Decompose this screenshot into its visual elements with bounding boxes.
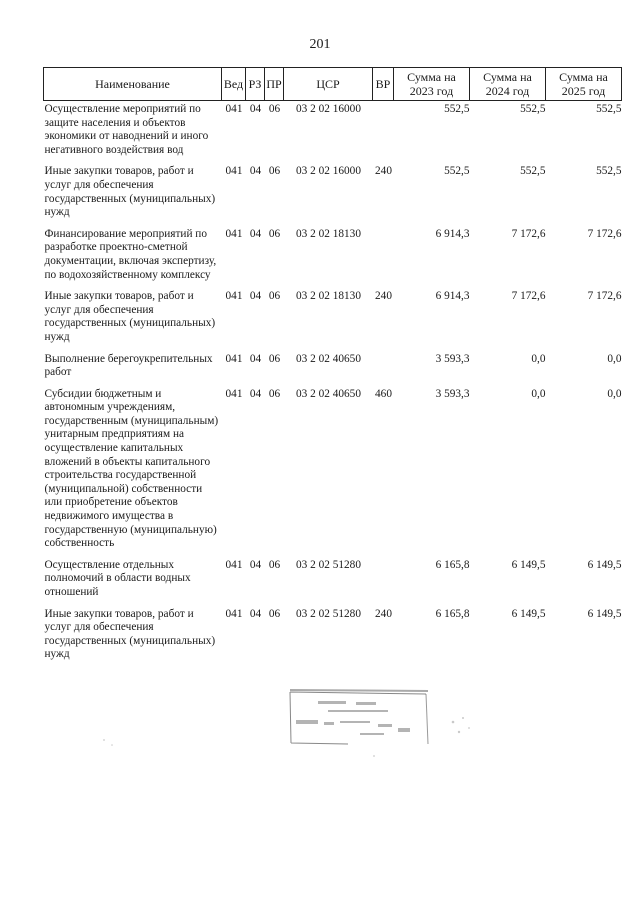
- cell-sum-2024: 0,0: [531, 352, 546, 365]
- header-csr: ЦСР: [284, 68, 373, 101]
- cell-ved: 041: [225, 387, 243, 400]
- cell-vr: 240: [375, 607, 392, 620]
- header-vr: ВР: [373, 68, 394, 101]
- cell-vr: 460: [375, 387, 392, 400]
- cell-pr: 06: [268, 387, 281, 400]
- cell-rz: 04: [249, 227, 262, 240]
- budget-table: [43, 67, 622, 670]
- cell-ved: 041: [225, 227, 243, 240]
- table-row: [44, 559, 622, 608]
- cell-csr: 03 2 02 51280: [296, 607, 361, 620]
- cell-sum-2023: 3 593,3: [435, 352, 470, 365]
- cell-pr: 06: [268, 352, 281, 365]
- table-row: [44, 165, 622, 227]
- cell-vr: 240: [375, 165, 392, 178]
- cell-ved: 041: [225, 352, 243, 365]
- cell-sum-2024: 7 172,6: [511, 227, 546, 240]
- cell-vr: 240: [375, 290, 392, 303]
- cell-csr: 03 2 02 18130: [296, 227, 361, 240]
- cell-sum-2025: 6 149,5: [587, 558, 622, 571]
- cell-ved: 041: [225, 607, 243, 620]
- cell-sum-2023: 6 165,8: [435, 558, 470, 571]
- cell-pr: 06: [268, 227, 281, 240]
- cell-ved: 041: [225, 558, 243, 571]
- cell-csr: 03 2 02 40650: [296, 387, 361, 400]
- scan-dots: [100, 735, 120, 751]
- cell-sum-2023: 6 914,3: [435, 290, 470, 303]
- cell-rz: 04: [249, 558, 262, 571]
- cell-vr: [373, 353, 394, 388]
- cell-sum-2025: 0,0: [607, 352, 622, 365]
- header-rz: РЗ: [246, 68, 265, 101]
- cell-sum-2025: 0,0: [607, 387, 622, 400]
- cell-pr: 06: [268, 558, 281, 571]
- cell-sum-2024: 0,0: [531, 387, 546, 400]
- cell-rz: 04: [249, 352, 262, 365]
- table-header-row: [44, 68, 622, 101]
- cell-rz: 04: [249, 103, 262, 115]
- cell-sum-2025: 552,5: [596, 103, 622, 115]
- cell-pr: 06: [268, 165, 281, 178]
- cell-sum-2025: 7 172,6: [587, 227, 622, 240]
- header-ved: Вед: [222, 68, 246, 101]
- cell-rz: 04: [249, 387, 262, 400]
- cell-sum-2024: 552,5: [520, 103, 546, 115]
- cell-sum-2023: 552,5: [444, 103, 470, 115]
- cell-csr: 03 2 02 51280: [296, 558, 361, 571]
- cell-csr: 03 2 02 40650: [296, 352, 361, 365]
- cell-pr: 06: [268, 607, 281, 620]
- cell-csr: 03 2 02 18130: [296, 290, 361, 303]
- scan-dot: [368, 750, 382, 764]
- header-sum-2025: Сумма на 2025 год: [546, 68, 622, 101]
- cell-pr: 06: [268, 290, 281, 303]
- table-row: [44, 101, 622, 166]
- cell-sum-2024: 6 149,5: [511, 558, 546, 571]
- cell-name: Выполнение берегоукрепительных работ: [44, 352, 213, 379]
- cell-sum-2023: 6 165,8: [435, 607, 470, 620]
- cell-csr: 03 2 02 16000: [296, 165, 361, 178]
- cell-sum-2025: 6 149,5: [587, 607, 622, 620]
- cell-sum-2023: 552,5: [444, 165, 470, 178]
- cell-ved: 041: [225, 290, 243, 303]
- cell-rz: 04: [249, 165, 262, 178]
- cell-sum-2024: 7 172,6: [511, 290, 546, 303]
- header-sum-2024: Сумма на 2024 год: [470, 68, 546, 101]
- page-number: 201: [309, 37, 331, 52]
- table-row: [44, 388, 622, 559]
- header-pr: ПР: [265, 68, 284, 101]
- cell-sum-2023: 6 914,3: [435, 227, 470, 240]
- cell-name: Иные закупки товаров, работ и услуг для обеспечения государственных (муниципальных) нужд: [44, 290, 216, 343]
- table-row: [44, 608, 622, 670]
- cell-rz: 04: [249, 290, 262, 303]
- cell-name: Финансирование мероприятий по разработке проектно-сметной документации, включая экспертизу, по водохозяйственному комплексу: [44, 227, 217, 281]
- cell-sum-2024: 552,5: [520, 165, 546, 178]
- scan-smudge: [445, 712, 475, 742]
- cell-vr: [373, 559, 394, 608]
- cell-ved: 041: [225, 103, 243, 115]
- cell-name: Иные закупки товаров, работ и услуг для обеспечения государственных (муниципальных) нужд: [44, 607, 216, 661]
- table-row: [44, 353, 622, 388]
- header-name: Наименование: [44, 68, 222, 101]
- table-row: [44, 290, 622, 352]
- cell-sum-2025: 552,5: [596, 165, 622, 178]
- cell-name: Субсидии бюджетным и автономным учреждениям, государственным (муниципальным) унитарным предприятиям на осуществление капитальных вложений в объекты капитального строительства государственной (муниципальной) собственности или приобретение объектов недвижимого имущества в государственную (муниципальную) собственность: [44, 387, 219, 550]
- cell-pr: 06: [268, 103, 281, 115]
- header-sum-2023: Сумма на 2023 год: [394, 68, 470, 101]
- cell-sum-2024: 6 149,5: [511, 607, 546, 620]
- cell-vr: [373, 228, 394, 290]
- cell-ved: 041: [225, 165, 243, 178]
- cell-csr: 03 2 02 16000: [296, 103, 361, 115]
- official-stamp: [288, 688, 430, 746]
- cell-rz: 04: [249, 607, 262, 620]
- cell-name: Осуществление отдельных полномочий в области водных отношений: [44, 558, 191, 598]
- cell-sum-2025: 7 172,6: [587, 290, 622, 303]
- cell-name: Осуществление мероприятий по защите населения и объектов экономики от наводнений и иного негативного воздействия вод: [44, 103, 209, 156]
- cell-vr: [373, 101, 394, 166]
- table-row: [44, 228, 622, 290]
- cell-name: Иные закупки товаров, работ и услуг для обеспечения государственных (муниципальных) нужд: [44, 165, 216, 219]
- cell-sum-2023: 3 593,3: [435, 387, 470, 400]
